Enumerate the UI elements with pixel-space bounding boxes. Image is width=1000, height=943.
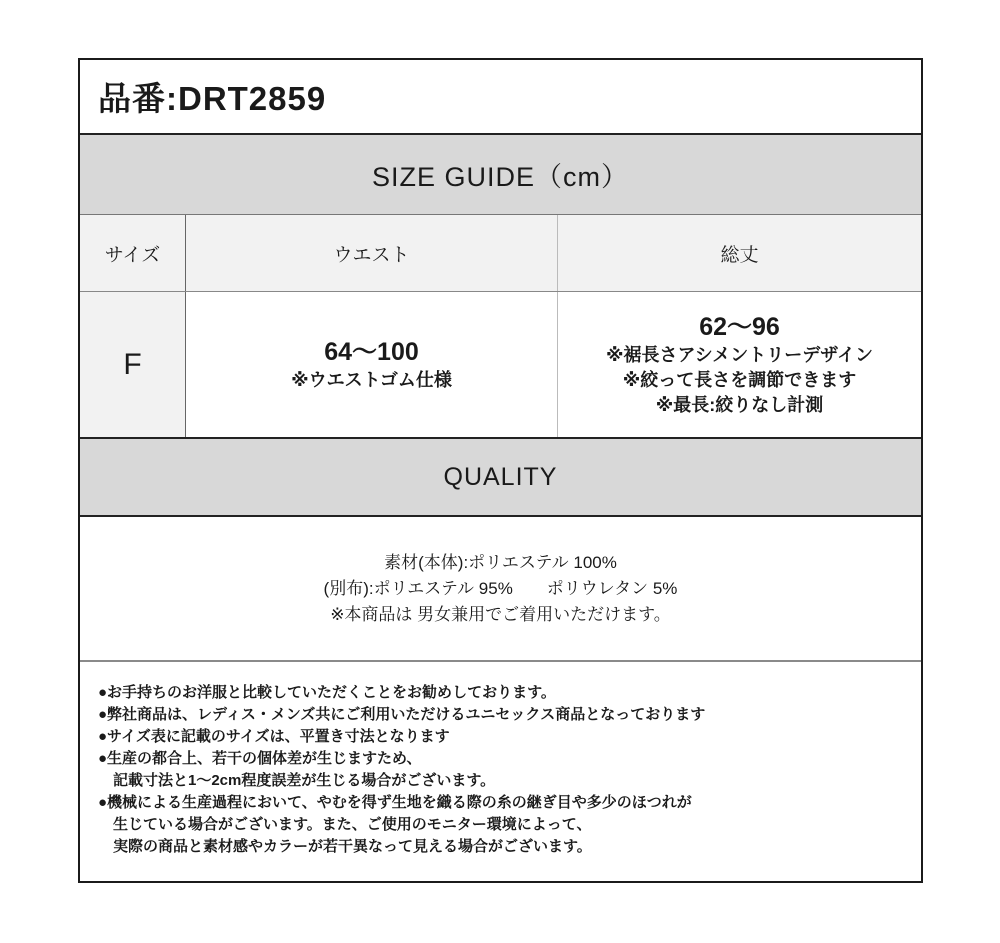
size-table-header-row bbox=[80, 215, 921, 292]
length-note: ※裾長さアシメントリーデザイン bbox=[606, 345, 873, 365]
quality-band bbox=[80, 437, 921, 517]
notes-block bbox=[80, 662, 921, 881]
note-line: ●機械による生産過程において、やむを得ず生地を織る際の糸の継ぎ目や多少のほつれが bbox=[98, 794, 692, 811]
size-guide-title: SIZE GUIDE（cm） bbox=[371, 162, 629, 192]
waist-note: ※ウエストゴム仕様 bbox=[291, 370, 452, 390]
length-note: ※絞って長さを調節できます bbox=[622, 370, 857, 390]
note-line: ●弊社商品は、レディス・メンズ共にご利用いただけるユニセックス商品となっております bbox=[98, 706, 706, 723]
length-note: ※最長:絞りなし計測 bbox=[655, 395, 824, 415]
length-value: 62〜96 bbox=[699, 313, 780, 341]
cell-length bbox=[558, 292, 921, 437]
cell-size bbox=[80, 292, 186, 437]
column-header-length: 総丈 bbox=[720, 244, 759, 266]
note-line: 実際の商品と素材感やカラーが若干異なって見える場合がございます。 bbox=[113, 838, 592, 855]
note-line: ●生産の都合上、若干の個体差が生じますため、 bbox=[98, 750, 422, 767]
product-number-row bbox=[80, 60, 921, 135]
size-value: F bbox=[123, 347, 142, 381]
note-line: 記載寸法と1〜2cm程度誤差が生じる場合がございます。 bbox=[113, 772, 496, 789]
quality-text-block bbox=[80, 517, 921, 662]
size-table-data-row bbox=[80, 292, 921, 437]
column-header-size: サイズ bbox=[80, 215, 186, 291]
waist-value: 64〜100 bbox=[324, 338, 419, 366]
quality-line: (別布):ポリエステル 95% ポリウレタン 5% bbox=[323, 578, 678, 598]
quality-line: 素材(本体):ポリエステル 100% bbox=[384, 552, 617, 572]
quality-title: QUALITY bbox=[443, 462, 558, 491]
size-guide-band bbox=[80, 135, 921, 215]
cell-waist bbox=[186, 292, 558, 437]
quality-line: ※本商品は 男女兼用でご着用いただけます。 bbox=[330, 604, 671, 624]
note-line: ●お手持ちのお洋服と比較していただくことをお勧めしております。 bbox=[98, 684, 556, 701]
note-line: ●サイズ表に記載のサイズは、平置き寸法となります bbox=[98, 728, 450, 745]
product-number: 品番:DRT2859 bbox=[98, 80, 327, 117]
column-header-waist: ウエスト bbox=[186, 215, 558, 291]
note-line: 生じている場合がございます。また、ご使用のモニター環境によって、 bbox=[113, 816, 592, 833]
size-chart-frame bbox=[78, 58, 923, 883]
